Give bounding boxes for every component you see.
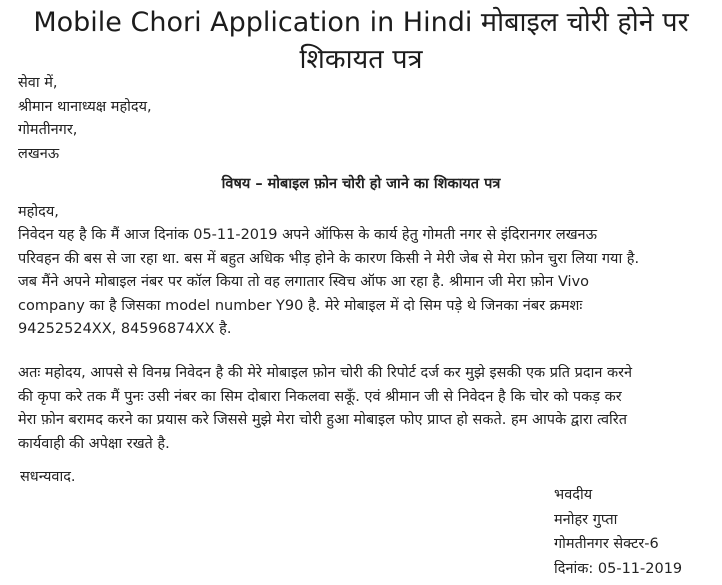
closing-thanks: सधन्यवाद. [20,469,76,485]
address-line: गोमतीनगर, [18,122,78,138]
paragraph-line: जब मैंने अपने मोबाइल नंबर पर कॉल किया तो वह लगातार स्विच ऑफ आ रहा है. श्रीमान जी मेरा फ़ोन Vivo [18,274,590,290]
paragraph-line: अतः महोदय, आपसे से विनम्र निवेदन है की मेरे मोबाइल फ़ोन चोरी की रिपोर्ट दर्ज कर मुझे इसकी एक प्रति प्रदान करने [18,365,633,381]
address-line: सेवा में, [18,75,58,91]
recipient-address [18,72,152,166]
address-line: श्रीमान थानाध्यक्ष महोदय, [18,98,152,115]
signature-address: गोमतीनगर सेक्टर-6 [554,536,659,552]
signature-date: दिनांक: 05-11-2019 [554,560,683,577]
page-title [0,4,722,78]
body-paragraph-2 [18,362,710,456]
paragraph-line: 94252524XX, 84596874XX है. [18,321,232,337]
paragraph-line: कार्यवाही की अपेक्षा रखते है. [18,435,170,452]
subject-line: विषय – मोबाइल फ़ोन चोरी हो जाने का शिकायत पत्र [221,176,501,192]
paragraph-line: निवेदन यह है कि मैं आज दिनांक 05-11-2019 अपने ऑफिस के कार्य हेतु गोमती नगर से इंदिरानगर लखनऊ [18,227,597,243]
paragraph-line: मेरा फ़ोन बरामद करने का प्रयास करे जिससे मुझे मेरा चोरी हुआ मोबाइल फोए प्राप्त हो सकते. हम आपके द्वारा त्वरित [18,412,627,428]
paragraph-line: company का है जिसका model number Y90 है. मेरे मोबाइल में दो सिम पड़े थे जिनका नंबर क्रमशः [18,297,583,314]
signature-block [554,483,682,581]
title-line-1: Mobile Chori Application in Hindi मोबाइल चोरी होने पर [33,7,689,38]
signature-name: मनोहर गुप्ता [554,511,618,528]
signature-regards: भवदीय [554,487,593,503]
paragraph-line: की कृपा करे तक मैं पुनः उसी नंबर का सिम दोबारा निकलवा सकूँ. एवं श्रीमान जी से निवेदन है कि चोर को पकड़ कर [18,388,622,405]
salutation: महोदय, [18,204,59,220]
body-paragraph-1 [18,224,710,342]
address-line: लखनऊ [18,145,60,162]
paragraph-line: परिवहन की बस से जा रहा था. बस में बहुत अधिक भीड़ होने के कारण किसी ने मेरी जेब से मेरा फ़ोन चुरा लिया गया है. [18,250,640,267]
title-line-2: शिकायत पत्र [299,44,423,75]
